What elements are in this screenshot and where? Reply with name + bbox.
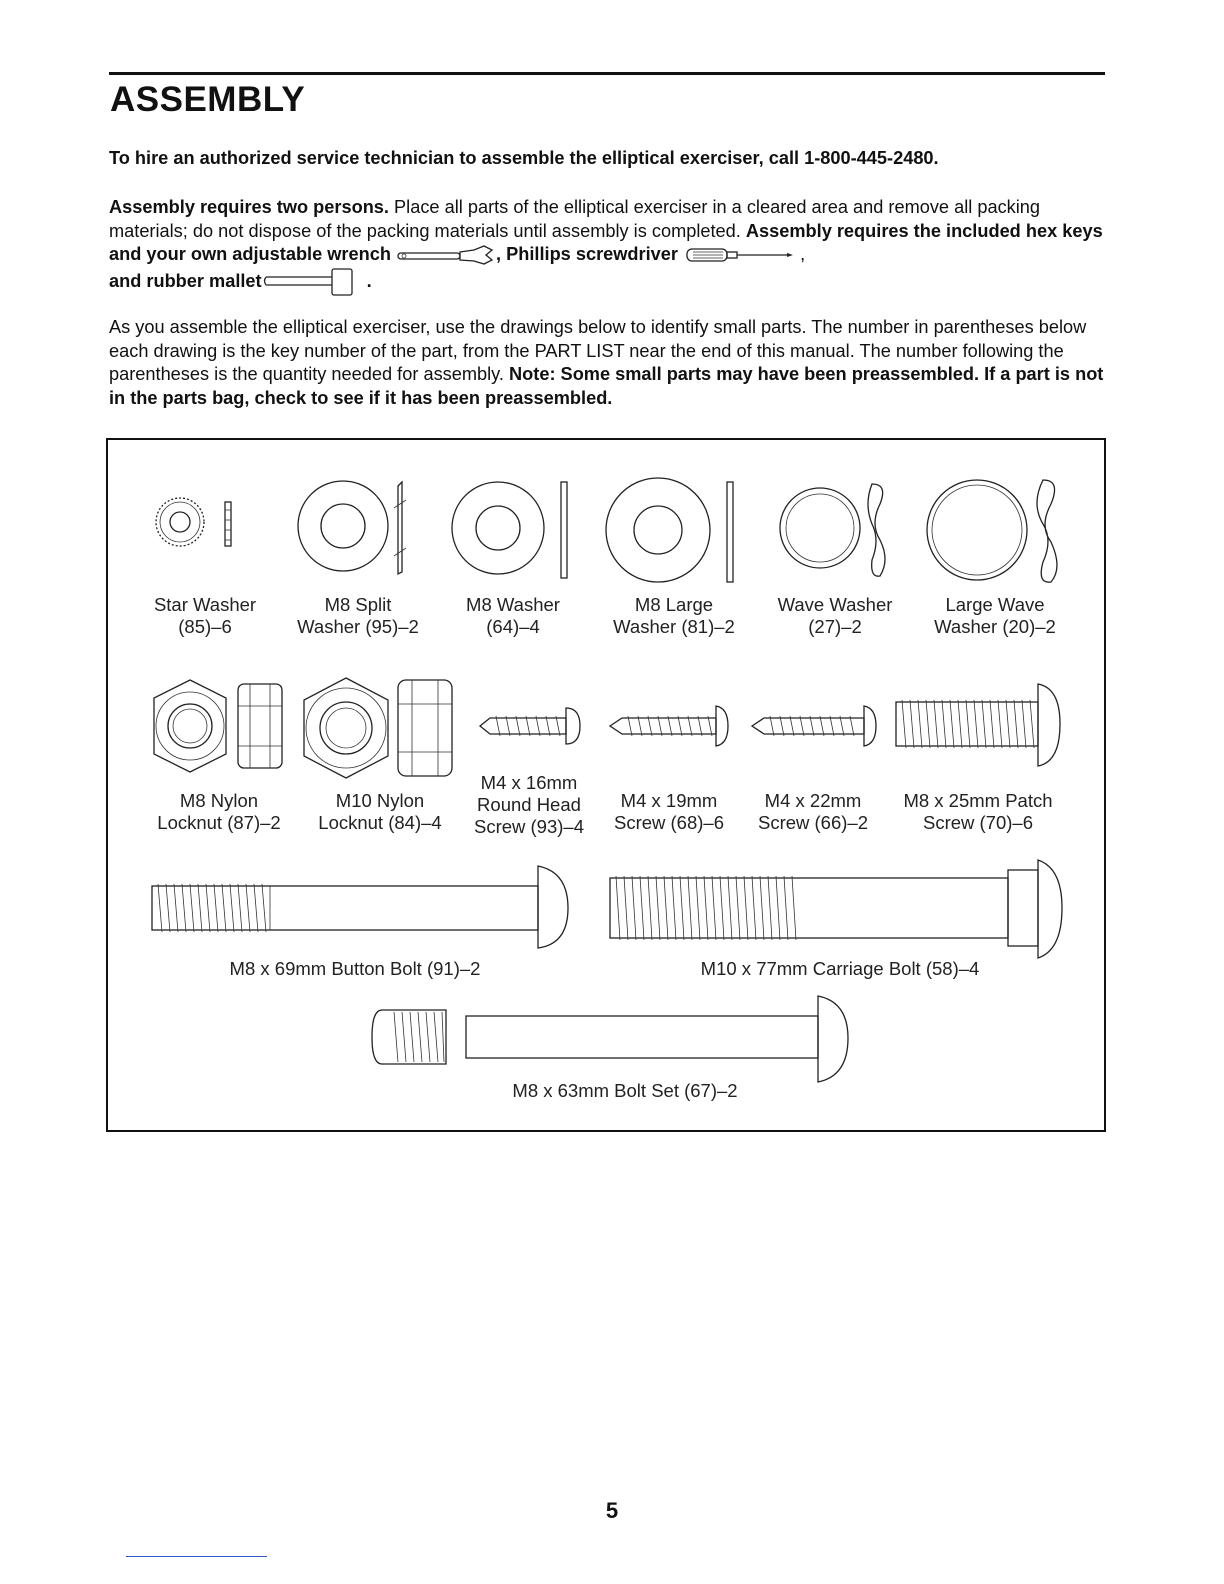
m8-25mm-patch-screw-label: M8 x 25mm Patch Screw (70)–6 (903, 790, 1053, 833)
m4-19mm-screw-label: M4 x 19mm Screw (68)–6 (613, 790, 724, 833)
m8-69mm-button-bolt-icon (148, 864, 572, 950)
m8-large-washer-icon (606, 478, 736, 584)
adjustable-wrench-icon (396, 244, 496, 266)
m4-22mm-screw-icon (748, 704, 878, 750)
m8-split-washer-label: M8 Split Washer (95)–2 (297, 594, 419, 637)
m10-nylon-locknut-label: M10 Nylon Locknut (84)–4 (318, 790, 442, 833)
m8-split-washer-icon (298, 478, 418, 578)
m8-washer-icon (452, 478, 572, 582)
star-washer-label: Star Washer (85)–6 (153, 594, 257, 637)
technician-notice: To hire an authorized service technician to assemble the elliptical exerciser, call 1-800-445-2480. (109, 148, 939, 168)
m4-19mm-screw-icon (606, 704, 732, 750)
m8-nylon-locknut-label: M8 Nylon Locknut (87)–2 (157, 790, 281, 833)
parts-intro-text: As you assemble the elliptical exerciser, use the drawings below to identify small parts. The number in parentheses below each drawing is the key number of the part, from the PART LIST near the end of this manual. The number following the parentheses is the quantity needed for assembly. (109, 317, 1087, 384)
tools-text-3: and rubber mallet (109, 270, 262, 291)
m10-77mm-carriage-bolt-icon (606, 858, 1066, 962)
large-wave-washer-label: Large Wave Washer (20)–2 (934, 594, 1056, 637)
m4-22mm-screw-label: M4 x 22mm Screw (66)–2 (757, 790, 868, 833)
m8-large-washer-label: M8 Large Washer (81)–2 (613, 594, 735, 637)
m8-69mm-button-bolt-label: M8 x 69mm Button Bolt (91)–2 (229, 958, 481, 979)
m8-washer-label: M8 Washer (64)–4 (466, 594, 560, 637)
m8-25mm-patch-screw-icon (892, 682, 1064, 768)
preassembled-note: Note: Some small parts may have been preassembled. If a part is not in the parts bag, check to see if it has been preassembled. (109, 364, 1104, 408)
packing-text: Place all parts of the elliptical exerciser in a cleared area and remove all packing materials; do not dispose of the packing materials until assembly is completed. (109, 197, 1041, 241)
heading-rule (109, 72, 1105, 75)
period-text: . (361, 270, 372, 291)
assembly-paragraph (109, 196, 1109, 297)
m10-nylon-locknut-icon (300, 676, 460, 780)
parts-paragraph (109, 316, 1109, 410)
wave-washer-icon (780, 480, 895, 580)
rubber-mallet-icon (262, 267, 362, 297)
footer-line (126, 1556, 267, 1557)
star-washer-icon (150, 490, 240, 560)
m8-63mm-bolt-set-icon (368, 994, 852, 1084)
m4-16mm-round-head-screw-icon (476, 706, 586, 750)
m10-77mm-carriage-bolt-label: M10 x 77mm Carriage Bolt (58)–4 (700, 958, 980, 979)
large-wave-washer-icon (925, 478, 1065, 586)
m8-63mm-bolt-set-label: M8 x 63mm Bolt Set (67)–2 (512, 1080, 738, 1101)
wave-washer-label: Wave Washer (27)–2 (777, 594, 893, 637)
tools-text-2: , Phillips screwdriver (496, 244, 678, 264)
page-title: ASSEMBLY (110, 80, 306, 119)
m4-16mm-screw-label: M4 x 16mm Round Head Screw (93)–4 (473, 772, 584, 837)
phillips-screwdriver-icon (683, 246, 795, 264)
m8-nylon-locknut-icon (150, 676, 290, 778)
two-persons-text: Assembly requires two persons. (109, 197, 389, 217)
page-number: 5 (605, 1498, 619, 1523)
comma-text: , (795, 244, 806, 264)
tools-text-1: Assembly requires the included hex keys and your own adjustable wrench (109, 220, 1103, 264)
